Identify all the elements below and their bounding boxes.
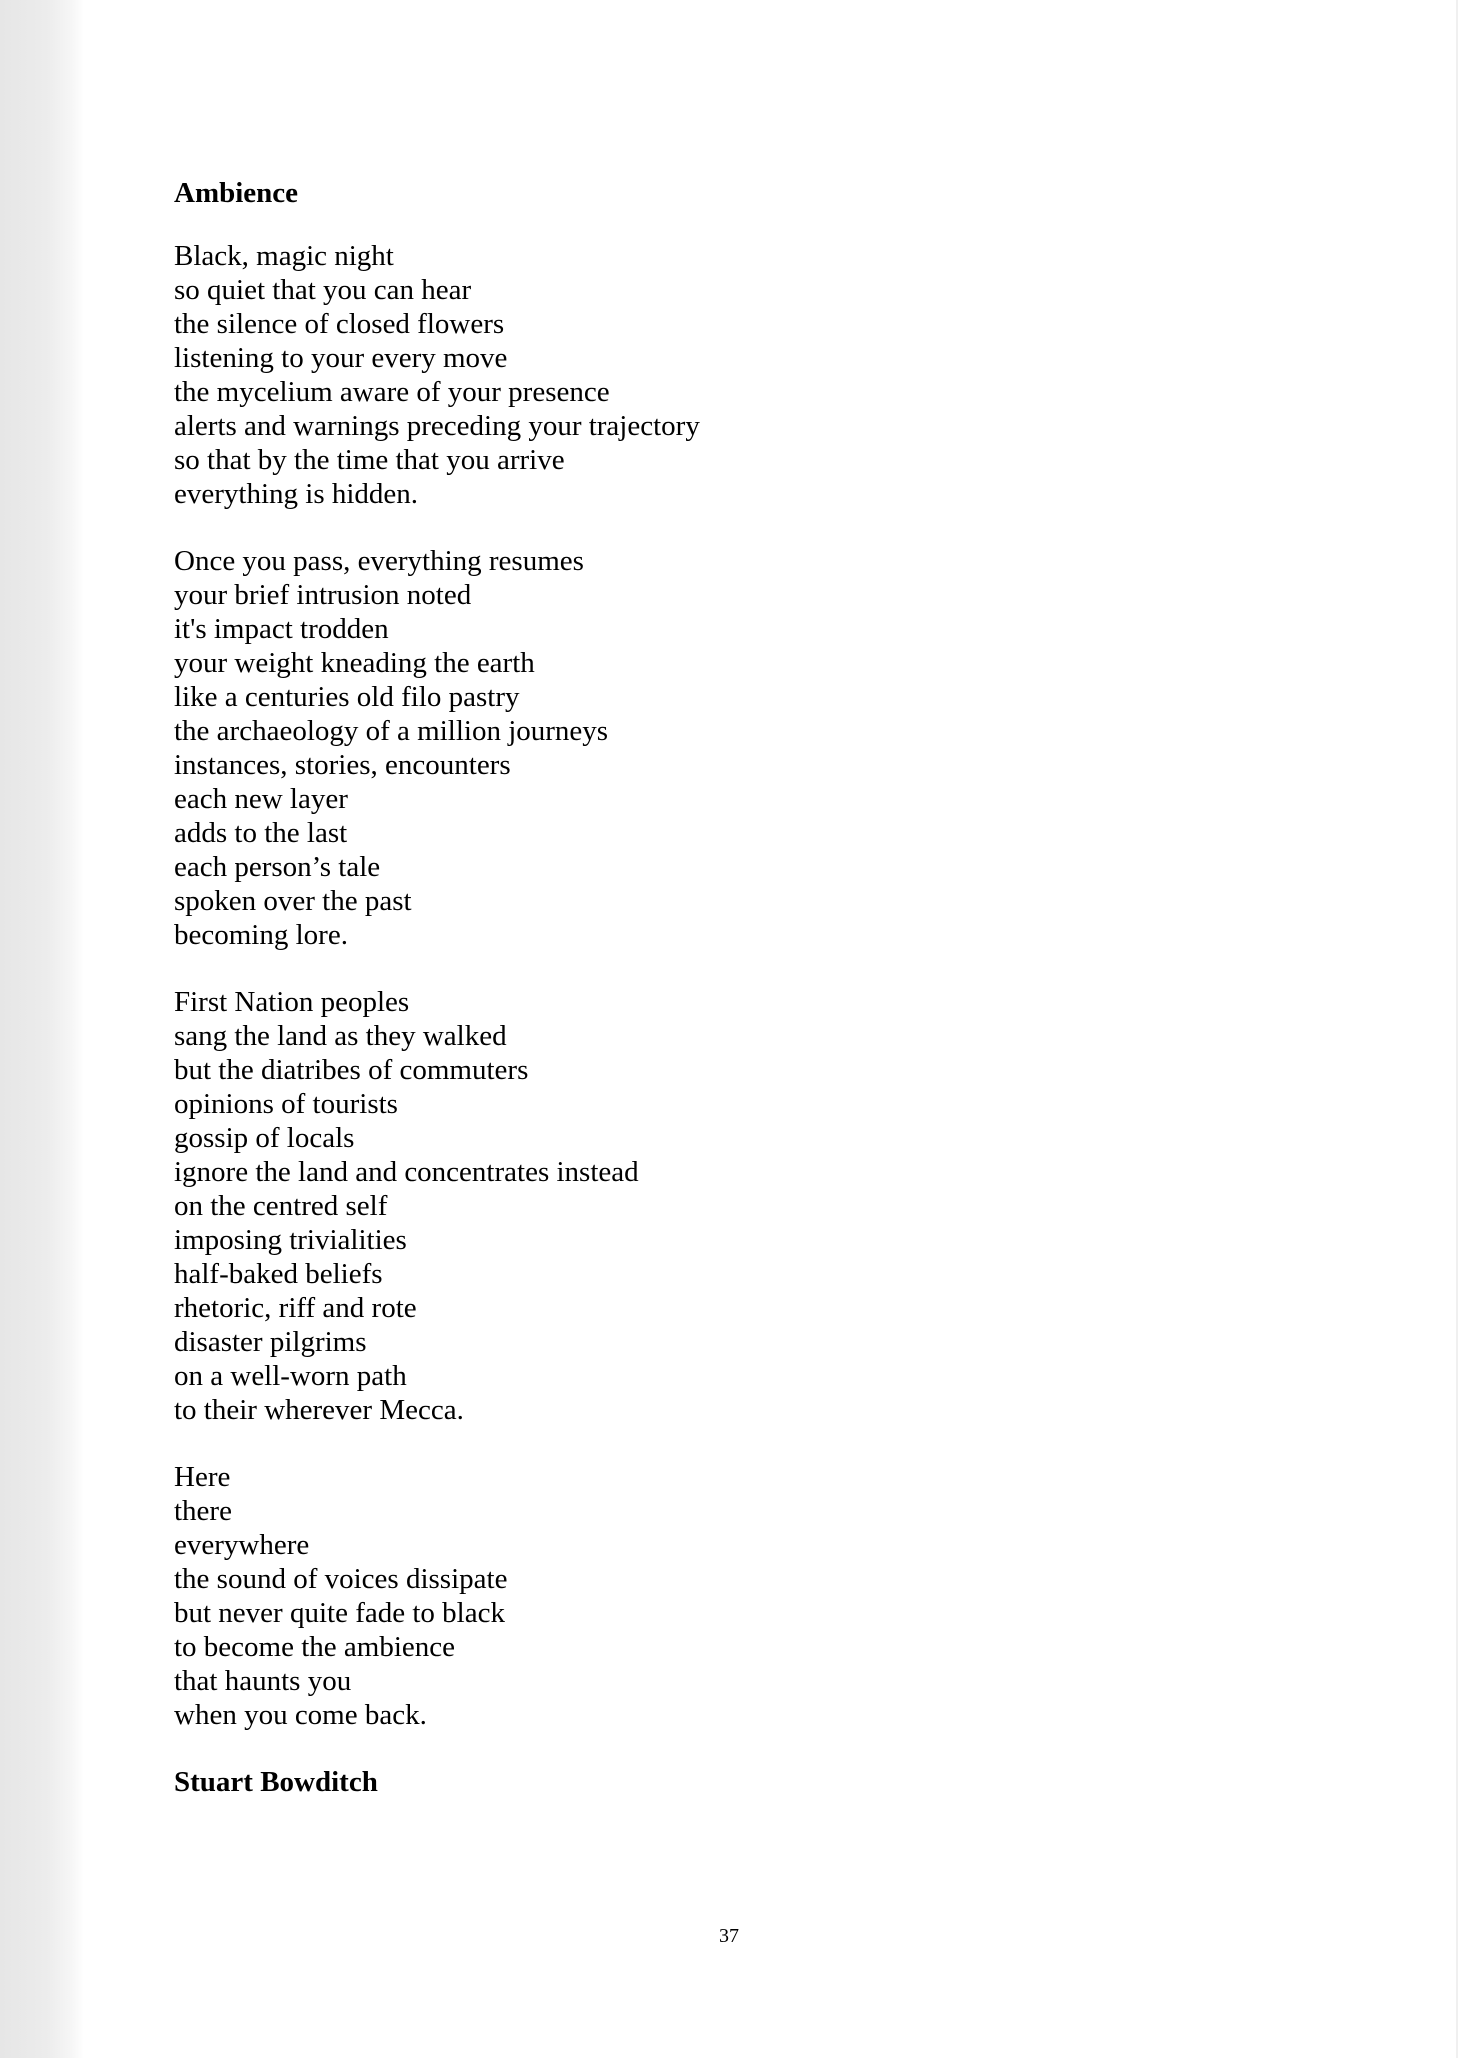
poem-line: your weight kneading the earth (174, 647, 535, 679)
poem-line: rhetoric, riff and rote (174, 1292, 417, 1324)
poem-line: alerts and warnings preceding your trajectory (174, 410, 700, 442)
poem-line: Here (174, 1461, 231, 1493)
poem-line: disaster pilgrims (174, 1326, 367, 1358)
stanza-4 (174, 1460, 1274, 1732)
page-shadow-gutter (0, 0, 84, 2058)
poem-line: everything is hidden. (174, 478, 419, 510)
poem-line: the sound of voices dissipate (174, 1563, 508, 1595)
stanza-2 (174, 544, 1274, 952)
poem-line: Black, magic night (174, 240, 394, 272)
poem-line: half-baked beliefs (174, 1258, 383, 1290)
poem-line: on the centred self (174, 1190, 388, 1222)
poem-line: opinions of tourists (174, 1088, 398, 1120)
poem-line: on a well-worn path (174, 1360, 407, 1392)
poem-line: sang the land as they walked (174, 1020, 507, 1052)
poem-line: that haunts you (174, 1665, 352, 1697)
document-page (174, 172, 1274, 1799)
poem-line: to their wherever Mecca. (174, 1394, 464, 1426)
poem-line: adds to the last (174, 817, 348, 849)
poem-line: when you come back. (174, 1699, 427, 1731)
poem-line: imposing trivialities (174, 1224, 407, 1256)
poem-line: it's impact trodden (174, 613, 389, 645)
poem-line: listening to your every move (174, 342, 508, 374)
poem-line: everywhere (174, 1529, 310, 1561)
poem-line: First Nation peoples (174, 986, 410, 1018)
poem-line: becoming lore. (174, 919, 348, 951)
poem-line: instances, stories, encounters (174, 749, 511, 781)
poem-line: but never quite fade to black (174, 1597, 505, 1629)
poem-line: like a centuries old filo pastry (174, 681, 520, 713)
poem-line: to become the ambience (174, 1631, 456, 1663)
poem-line: so that by the time that you arrive (174, 444, 565, 476)
poem-line: there (174, 1495, 232, 1527)
poem-line: the silence of closed flowers (174, 308, 505, 340)
poem-line: so quiet that you can hear (174, 274, 472, 306)
stanza-1 (174, 239, 1274, 511)
poem-line: each person’s tale (174, 851, 381, 883)
poem-line: spoken over the past (174, 885, 412, 917)
poem-line: Once you pass, everything resumes (174, 545, 584, 577)
poem-title: Ambience (174, 177, 299, 209)
poem-line: each new layer (174, 783, 348, 815)
stanza-3 (174, 985, 1274, 1427)
poem-line: ignore the land and concentrates instead (174, 1156, 639, 1188)
page-number: 37 (719, 1925, 739, 1947)
poem-line: but the diatribes of commuters (174, 1054, 529, 1086)
poem-author: Stuart Bowditch (174, 1766, 378, 1798)
poem-line: the mycelium aware of your presence (174, 376, 610, 408)
poem-line: the archaeology of a million journeys (174, 715, 609, 747)
poem-line: your brief intrusion noted (174, 579, 472, 611)
poem-line: gossip of locals (174, 1122, 355, 1154)
